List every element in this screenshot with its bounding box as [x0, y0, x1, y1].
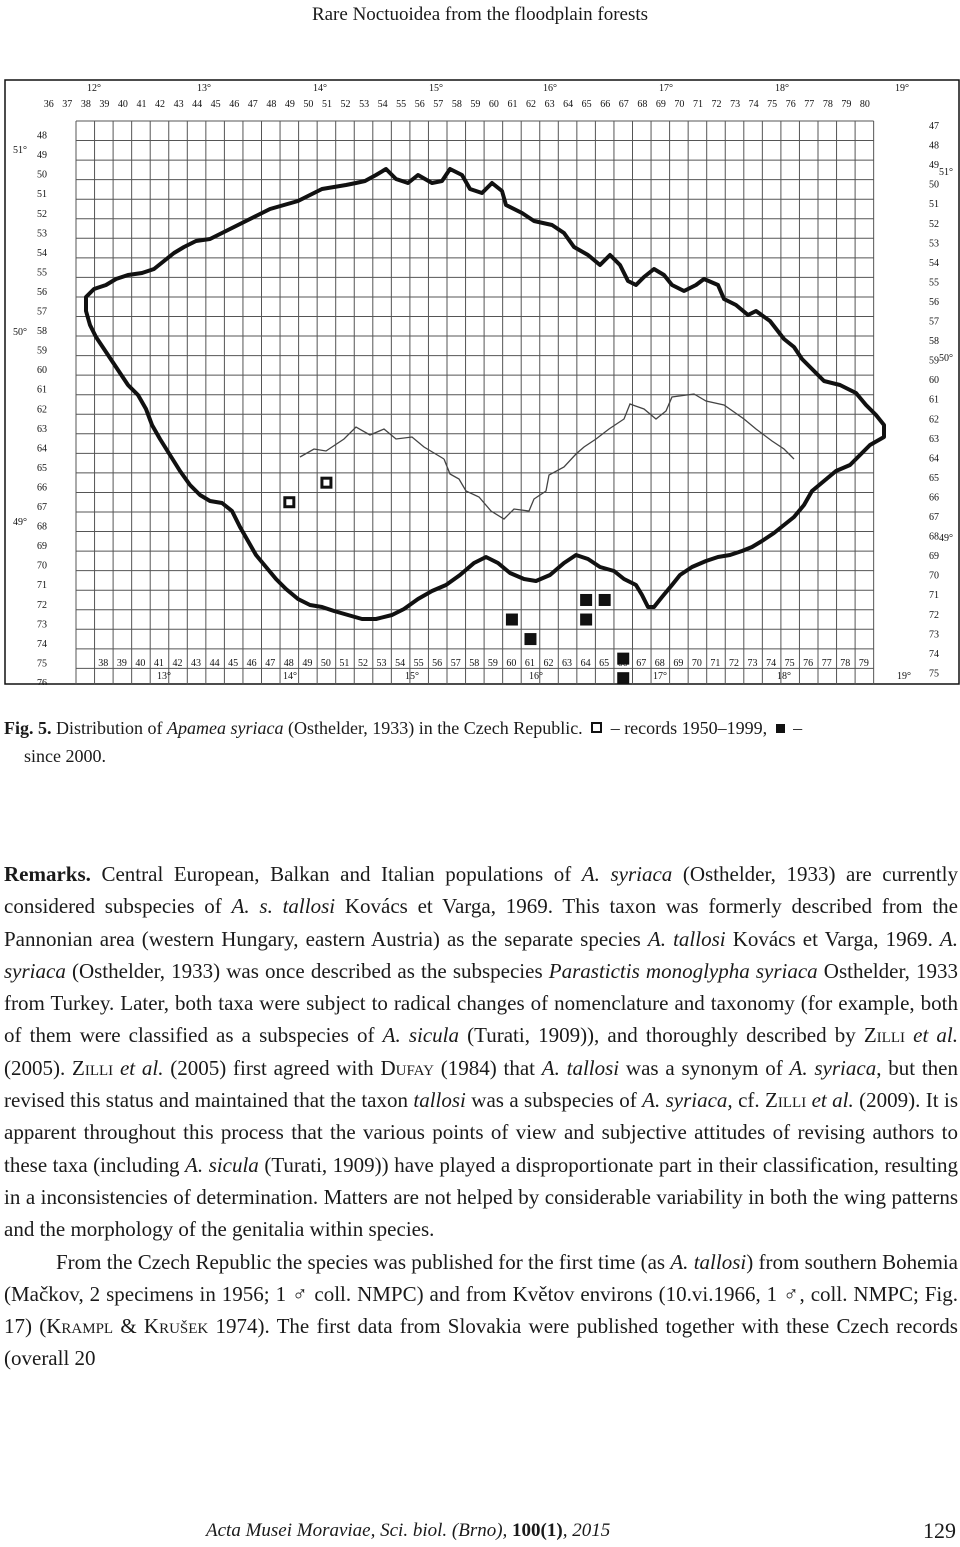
grid-number-right: 57 [929, 316, 939, 328]
grid-number-left: 50 [37, 169, 47, 181]
grid-number-bottom: 43 [191, 658, 202, 669]
grid-number-top: 66 [600, 99, 611, 110]
journal-year: , 2015 [562, 1520, 611, 1541]
grid-number-right: 69 [929, 551, 939, 563]
grid-number-top: 46 [229, 99, 240, 110]
longitude-label: 18° [775, 83, 789, 94]
legend-filled-text: – [793, 718, 803, 738]
taxon-name: A. sicula [382, 1023, 460, 1048]
grid-number-top: 43 [173, 99, 184, 110]
text-run: (2005). [4, 1055, 73, 1080]
grid-number-top: 41 [136, 99, 147, 110]
grid-number-top: 57 [433, 99, 444, 110]
grid-number-right: 51 [929, 199, 939, 211]
grid-number-top: 52 [340, 99, 351, 110]
grid-number-bottom: 41 [153, 658, 164, 669]
longitude-label: 15° [405, 671, 419, 682]
grid-number-bottom: 47 [265, 658, 276, 669]
grid-number-bottom: 45 [228, 658, 239, 669]
grid-number-right: 62 [929, 414, 939, 426]
grid-number-bottom: 68 [654, 658, 665, 669]
longitude-label: 16° [543, 83, 557, 94]
grid-number-bottom: 54 [395, 658, 406, 669]
grid-number-right: 66 [929, 492, 939, 504]
legend-open-text: – records 1950–1999, [610, 718, 768, 738]
grid-number-bottom: 40 [135, 658, 146, 669]
text-run [113, 1056, 120, 1080]
grid-number-bottom: 77 [821, 658, 832, 669]
grid-number-top: 58 [451, 99, 462, 110]
author-name: Zilli [863, 1023, 905, 1048]
latitude-label: 51° [13, 145, 27, 156]
grid-number-bottom: 63 [562, 658, 573, 669]
grid-number-top: 60 [488, 99, 499, 110]
grid-number-left: 68 [37, 521, 47, 533]
latitude-label: 50° [13, 327, 27, 338]
grid-number-left: 48 [37, 130, 47, 142]
text-run: ) from southern Bohemia (Mačkov, 2 specimens in 1956; 1 ♂ coll. NMPC) and from Květov environs (10.vi.1966, 1 ♂, coll. NMPC; Fig. 17) ( [4, 1249, 958, 1339]
grid-number-top: 74 [748, 99, 759, 110]
grid-number-right: 55 [929, 277, 939, 289]
text-run: (2005) first agreed with [163, 1055, 381, 1080]
grid-number-top: 40 [117, 99, 128, 110]
grid-number-bottom: 66 [617, 658, 628, 669]
grid-number-top: 36 [43, 99, 54, 110]
grid-number-top: 65 [581, 99, 592, 110]
grid-number-top: 49 [284, 99, 295, 110]
grid-number-left: 62 [37, 404, 47, 416]
grid-number-top: 45 [210, 99, 221, 110]
grid-number-top: 75 [767, 99, 778, 110]
grid-number-left: 76 [37, 677, 47, 685]
longitude-label: 13° [157, 671, 171, 682]
grid-number-bottom: 53 [376, 658, 387, 669]
grid-number-left: 52 [37, 208, 47, 220]
grid-number-left: 70 [37, 560, 47, 572]
remarks-paragraph-2 [4, 1246, 958, 1375]
grid-number-bottom: 51 [339, 658, 350, 669]
grid-number-right: 74 [929, 648, 939, 660]
grid-number-right: 68 [929, 531, 939, 543]
grid-number-bottom: 74 [766, 658, 777, 669]
grid-map-svg [4, 79, 960, 685]
grid-number-top: 69 [655, 99, 666, 110]
taxon-name: A. tallosi [647, 926, 726, 951]
grid-number-right: 50 [929, 179, 939, 191]
grid-number-bottom: 57 [450, 658, 461, 669]
latitude-label: 49° [939, 533, 953, 544]
grid-number-bottom: 42 [172, 658, 183, 669]
grid-number-bottom: 73 [747, 658, 758, 669]
grid-number-bottom: 69 [673, 658, 684, 669]
longitude-label: 19° [895, 83, 909, 94]
grid-number-top: 73 [730, 99, 741, 110]
grid-number-left: 61 [37, 384, 47, 396]
grid-number-right: 70 [929, 570, 939, 582]
longitude-label: 19° [897, 671, 911, 682]
caption-text-2: (Osthelder, 1933) in the Czech Republic. [287, 718, 583, 738]
taxon-name: A. syriaca, [642, 1088, 733, 1113]
taxon-name: A. syriaca [789, 1055, 877, 1080]
grid-number-top: 42 [155, 99, 166, 110]
text-run: Central European, Balkan and Italian populations of [101, 862, 582, 886]
grid-number-bottom: 67 [636, 658, 647, 669]
grid-number-top: 72 [711, 99, 722, 110]
latitude-label: 49° [13, 517, 27, 528]
record-1950-1999-marker [322, 478, 331, 487]
grid-number-top: 70 [674, 99, 685, 110]
distribution-map [4, 79, 960, 685]
text-run: was a synonym of [619, 1055, 790, 1080]
grid-number-left: 72 [37, 599, 47, 611]
grid-number-right: 59 [929, 355, 939, 367]
grid-number-right: 58 [929, 336, 939, 348]
text-run: (2009). It is apparent throughout this process that the various points of view and subjective attitudes of revising authors to these taxa (including [4, 1088, 958, 1177]
running-head: Rare Noctuoidea from the floodplain forests [311, 4, 649, 25]
grid-number-bottom: 76 [803, 658, 814, 669]
longitude-label: 14° [283, 671, 297, 682]
text-run: (Osthelder, 1933) are currently considered subspecies of [4, 862, 958, 919]
grid-number-bottom: 52 [357, 658, 368, 669]
latitude-label: 50° [939, 353, 953, 364]
taxon-name: et al. [913, 1023, 958, 1048]
grid-number-top: 53 [359, 99, 370, 110]
grid-number-top: 37 [62, 99, 73, 110]
grid-number-top: 55 [396, 99, 407, 110]
grid-number-left: 57 [37, 306, 47, 318]
text-run: From the Czech Republic the species was published for the first time (as [56, 1249, 671, 1274]
open-square-icon [591, 722, 602, 733]
grid-number-bottom: 65 [599, 658, 610, 669]
grid-number-bottom: 48 [283, 658, 294, 669]
longitude-label: 16° [529, 671, 543, 682]
journal-citation [206, 1520, 610, 1542]
grid-number-bottom: 49 [302, 658, 313, 669]
grid-number-top: 50 [303, 99, 314, 110]
grid-number-right: 71 [929, 590, 939, 602]
taxon-name: tallosi [413, 1088, 466, 1113]
grid-number-top: 44 [192, 99, 203, 110]
taxon-name: A. sicula [185, 1152, 259, 1177]
text-run: Osthelder, 1933 from Turkey. Later, both taxa were subject to radical changes of nomenclature and taxonomy (for example, both of them were classified as a subspecies of [4, 958, 958, 1048]
figure-label: Fig. 5. [4, 718, 52, 738]
text-run: (1984) that [433, 1055, 542, 1080]
caption-taxon: Apamea syriaca [167, 718, 284, 738]
grid-number-left: 59 [37, 345, 47, 357]
grid-number-right: 64 [929, 453, 939, 465]
grid-number-top: 76 [785, 99, 796, 110]
taxon-name: et al. [119, 1055, 164, 1080]
text-run: & [113, 1314, 144, 1339]
grid-number-left: 55 [37, 267, 47, 279]
grid-number-right: 47 [929, 121, 939, 132]
text-run: Kovács et Varga, 1969. This taxon was formerly described from the Pannonian area (western Hungary, eastern Austria) as the separate species [4, 894, 959, 951]
grid-number-right: 60 [929, 375, 939, 387]
grid-number-right: 72 [929, 609, 939, 621]
grid-number-bottom: 60 [506, 658, 517, 669]
grid-number-top: 78 [822, 99, 833, 110]
grid-number-bottom: 78 [840, 658, 851, 669]
grid-number-bottom: 75 [784, 658, 795, 669]
grid-number-right: 63 [929, 433, 939, 445]
filled-square-icon [776, 724, 785, 733]
grid-number-top: 77 [804, 99, 815, 110]
grid-number-left: 60 [37, 365, 47, 377]
grid-number-bottom: 58 [469, 658, 480, 669]
longitude-label: 17° [659, 83, 673, 94]
grid-number-right: 56 [929, 296, 939, 308]
grid-number-left: 53 [37, 228, 47, 240]
longitude-label: 13° [197, 83, 211, 94]
grid-number-bottom: 55 [413, 658, 424, 669]
author-name: Zilli [72, 1055, 114, 1080]
author-name: Krampl [46, 1314, 114, 1339]
grid-number-bottom: 72 [728, 658, 739, 669]
remarks-section [4, 858, 958, 1375]
grid-number-left: 67 [37, 502, 47, 513]
latitude-label: 51° [939, 167, 953, 178]
page-footer [0, 1518, 960, 1546]
grid-number-left: 63 [37, 423, 47, 435]
taxon-name: Parastictis monoglypha syriaca [548, 958, 818, 983]
grid-number-left: 51 [37, 189, 47, 201]
record-since-2000-marker [581, 594, 592, 605]
author-name: Krušek [143, 1314, 209, 1339]
grid-number-top: 79 [841, 99, 852, 110]
taxon-name: A. tallosi [670, 1249, 747, 1274]
grid-number-top: 51 [321, 99, 332, 110]
grid-number-bottom: 61 [524, 658, 535, 669]
grid-number-left: 75 [37, 658, 47, 670]
grid-number-left: 54 [37, 247, 47, 259]
grid-number-right: 65 [929, 472, 939, 484]
record-since-2000-marker [599, 594, 610, 605]
grid-number-left: 65 [37, 462, 47, 474]
journal-volume: 100(1) [512, 1520, 563, 1541]
text-run: , but then revised this status and maintained that the taxon [4, 1055, 958, 1113]
author-name: Zilli [765, 1088, 807, 1113]
grid-number-bottom: 71 [710, 658, 721, 669]
text-run: 1974). The first data from Slovakia were published together with these Czech records (overall 20 [4, 1314, 958, 1371]
grid-number-top: 48 [266, 99, 277, 110]
grid-number-top: 47 [247, 99, 258, 110]
text-run: (Turati, 1909)) have played a disproportionate part in their classification, resulting in a inconsistencies of determination. Matters are not helped by considerable variability in both the wing patterns and the morphology of the genitalia within species. [4, 1152, 958, 1242]
grid-number-bottom: 38 [98, 658, 109, 669]
record-since-2000-marker [506, 614, 517, 625]
text-run: cf. [732, 1088, 766, 1113]
journal-city: (Brno), [447, 1520, 513, 1541]
record-since-2000-marker [525, 634, 536, 645]
text-run: was a subspecies of [465, 1088, 643, 1113]
longitude-label: 17° [653, 671, 667, 682]
grid-number-top: 67 [618, 99, 629, 110]
taxon-name: et al. [811, 1088, 854, 1113]
text-run [905, 1023, 913, 1047]
grid-number-top: 38 [80, 99, 91, 110]
grid-number-left: 66 [37, 482, 47, 494]
grid-number-right: 48 [929, 140, 939, 152]
grid-number-bottom: 56 [432, 658, 443, 669]
grid-number-bottom: 70 [691, 658, 702, 669]
grid-number-left: 73 [37, 619, 47, 631]
grid-number-bottom: 39 [116, 658, 127, 669]
grid-number-right: 67 [929, 512, 939, 523]
longitude-label: 14° [313, 83, 327, 94]
grid-number-top: 80 [859, 99, 870, 110]
text-run: Kovács et Varga, 1969. [725, 926, 940, 951]
grid-number-right: 73 [929, 629, 939, 641]
figure-caption [4, 714, 954, 770]
grid-number-left: 64 [37, 443, 47, 455]
taxon-name: A. s. tallosi [231, 894, 336, 919]
remarks-heading: Remarks. [4, 862, 91, 886]
grid-number-top: 71 [692, 99, 703, 110]
grid-number-top: 56 [414, 99, 425, 110]
legend-filled-tail: since 2000. [24, 746, 106, 766]
page-number: 129 [923, 1518, 956, 1543]
longitude-label: 18° [777, 671, 791, 682]
grid-number-bottom: 46 [246, 658, 257, 669]
record-1950-1999-marker [285, 498, 294, 507]
grid-number-bottom: 50 [320, 658, 331, 669]
grid-number-bottom: 64 [580, 658, 591, 669]
grid-number-left: 58 [37, 326, 47, 338]
grid-number-bottom: 44 [209, 658, 220, 669]
grid-number-bottom: 79 [858, 658, 869, 669]
grid-number-top: 68 [637, 99, 648, 110]
grid-number-left: 74 [37, 638, 47, 650]
grid-number-top: 39 [99, 99, 110, 110]
grid-number-right: 61 [929, 394, 939, 406]
grid-number-top: 64 [563, 99, 574, 110]
grid-number-right: 53 [929, 238, 939, 250]
text-run: (Turati, 1909)), and thoroughly described by [459, 1023, 864, 1048]
longitude-label: 15° [429, 83, 443, 94]
grid-number-left: 56 [37, 286, 47, 298]
grid-number-left: 49 [37, 150, 47, 162]
grid-number-top: 63 [544, 99, 555, 110]
taxon-name: A. syriaca [581, 862, 673, 886]
grid-number-left: 71 [37, 580, 47, 592]
grid-number-bottom: 62 [543, 658, 554, 669]
record-since-2000-marker [581, 614, 592, 625]
grid-number-right: 54 [929, 257, 939, 269]
taxon-name: A. tallosi [541, 1055, 620, 1080]
remarks-paragraph-1 [4, 858, 958, 1246]
taxon-name: A. syriaca [4, 926, 958, 983]
grid-number-top: 54 [377, 99, 388, 110]
caption-text: Distribution of [56, 718, 163, 738]
grid-number-right: 49 [929, 160, 939, 172]
grid-number-right: 75 [929, 668, 939, 680]
grid-number-right: 52 [929, 218, 939, 230]
record-since-2000-marker [618, 673, 629, 684]
journal-name: Acta Musei Moraviae, Sci. biol. [206, 1520, 448, 1541]
map-frame [5, 80, 959, 684]
grid-number-bottom: 59 [487, 658, 498, 669]
longitude-label: 12° [87, 83, 101, 94]
text-run: (Osthelder, 1933) was once described as the subspecies [65, 958, 549, 983]
grid-number-left: 69 [37, 541, 47, 553]
grid-number-top: 62 [526, 99, 537, 110]
author-name: Dufay [380, 1055, 434, 1080]
grid-number-top: 59 [470, 99, 481, 110]
grid-number-top: 61 [507, 99, 518, 110]
